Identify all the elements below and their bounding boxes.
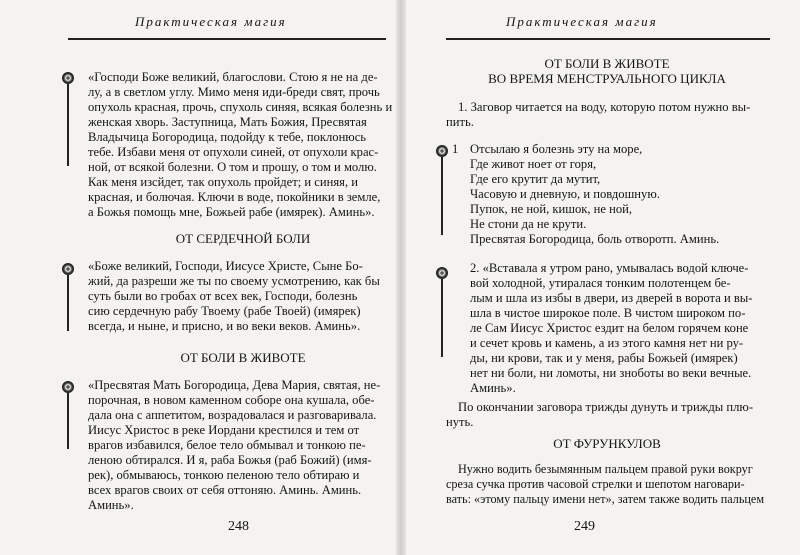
paragraph-furunkuly: Нужно водить безымянным пальцем правой руки вокруг среза сучка против часовой стрелки и шепотом наговари- вать: «этому пальцу имени нет», затем также водить пальцем xyxy=(446,462,765,506)
right-page xyxy=(406,0,800,555)
section-heading: ОТ ФУРУНКУЛОВ xyxy=(553,436,661,451)
page-number: 249 xyxy=(574,519,595,534)
left-page xyxy=(0,0,396,555)
paragraph-opukhol: «Господи Боже великий, благослови. Стою я не на де- лу, а в светлом углу. Мимо меня иди-бреди свят, прочь опухоль красная, прочь, спухоль синяя, всякая болезнь и женская хворь. Заступница, Мать Божия, Пресвятая Владычица Богородица, подойду к тебе, поклонюсь тебе. Избави меня от опухоли синей, от опухоли крас- ной, от всякой болезни. О том и прошу, о том и молю. Как меня изсйдет, так опухоль пройдет; и синяя, и красная, и болючая. Ключи в воде, покойники в земле, а Божья помощь мне, Божьей рабе (имярек). Аминь». xyxy=(88,70,393,219)
pin-ornament-icon xyxy=(436,267,450,357)
pin-ornament-icon xyxy=(436,145,450,235)
pin-ornament-icon xyxy=(62,263,76,331)
running-head: Практическая магия xyxy=(135,14,287,29)
pin-ornament-icon xyxy=(62,72,76,166)
verse-block: Отсылаю я болезнь эту на море, Где живот ноет от горя, Где его крутит да мутит, Часовую и дневную, и повдошную. Пупок, не ной, кишок, не ной, Не стони да не крути. Пресвятая Богородица, боль отворотп. Аминь. xyxy=(470,142,720,246)
paragraph-serdechnaya: «Боже великий, Господи, Иисусе Христе, Сыне Бо- жий, да разреши же ты по своему усмотрению, как бы суть были во гробах от всех век, Господи, болезнь сию сердечную рабу Твоему (рабе Твоей) (имярек) всегда, и ныне, и присно, и во веки веков. Аминь». xyxy=(88,259,380,333)
header-rule xyxy=(446,38,770,40)
paragraph-after: По окончании заговора трижды дунуть и трижды плю- нуть. xyxy=(446,400,754,429)
pin-ornament-icon xyxy=(62,381,76,449)
paragraph-zhivot: «Пресвятая Мать Богородица, Дева Мария, святая, не- порочная, в новом каменном соборе она кушала, обе- дала она с аппетитом, возрадовалася и разговаривала. Иисус Христос в реке Иордани крестился и тем от врагов избавился, белое тело обмывал и тонкою пе- леною обтирался. И я, раба Божья (раб Божий) (имя- рек), обмываюсь, тонкою пеленою тело обтираю и всех врагов своих от себя оттоняю. Аминь. Аминь. Аминь». xyxy=(88,378,381,512)
section-heading: ОТ БОЛИ В ЖИВОТЕ ВО ВРЕМЯ МЕНСТРУАЛЬНОГО ЦИКЛА xyxy=(488,56,726,86)
running-head: Практическая магия xyxy=(506,14,658,29)
section-heading: ОТ СЕРДЕЧНОЙ БОЛИ xyxy=(175,231,311,246)
page-number: 248 xyxy=(228,519,249,534)
section-heading: ОТ БОЛИ В ЖИВОТЕ xyxy=(180,350,306,365)
paragraph-vstavala: 2. «Вставала я утром рано, умывалась водой ключе- вой холодной, утиралася тонким полотенцем бе- лым и шла из избы в двери, из дверей в ворота и вы- шла в чистое широкое поле. В чистом широком по- ле Сам Иисус Христос ездит на белом горячем коне и сечет кровь и камень, а из этого камня нет ни ру- ды, ни крови, так и у меня, рабы Божьей (имярек) нет ни боли, ни ломоты, ни зноботы во веки вечные. Аминь». xyxy=(470,261,753,395)
paragraph-intro: 1. Заговор читается на воду, которую потом нужно вы- пить. xyxy=(446,100,751,129)
book-gutter xyxy=(396,0,406,555)
header-rule xyxy=(68,38,386,40)
verse-number: 1 xyxy=(452,142,459,156)
